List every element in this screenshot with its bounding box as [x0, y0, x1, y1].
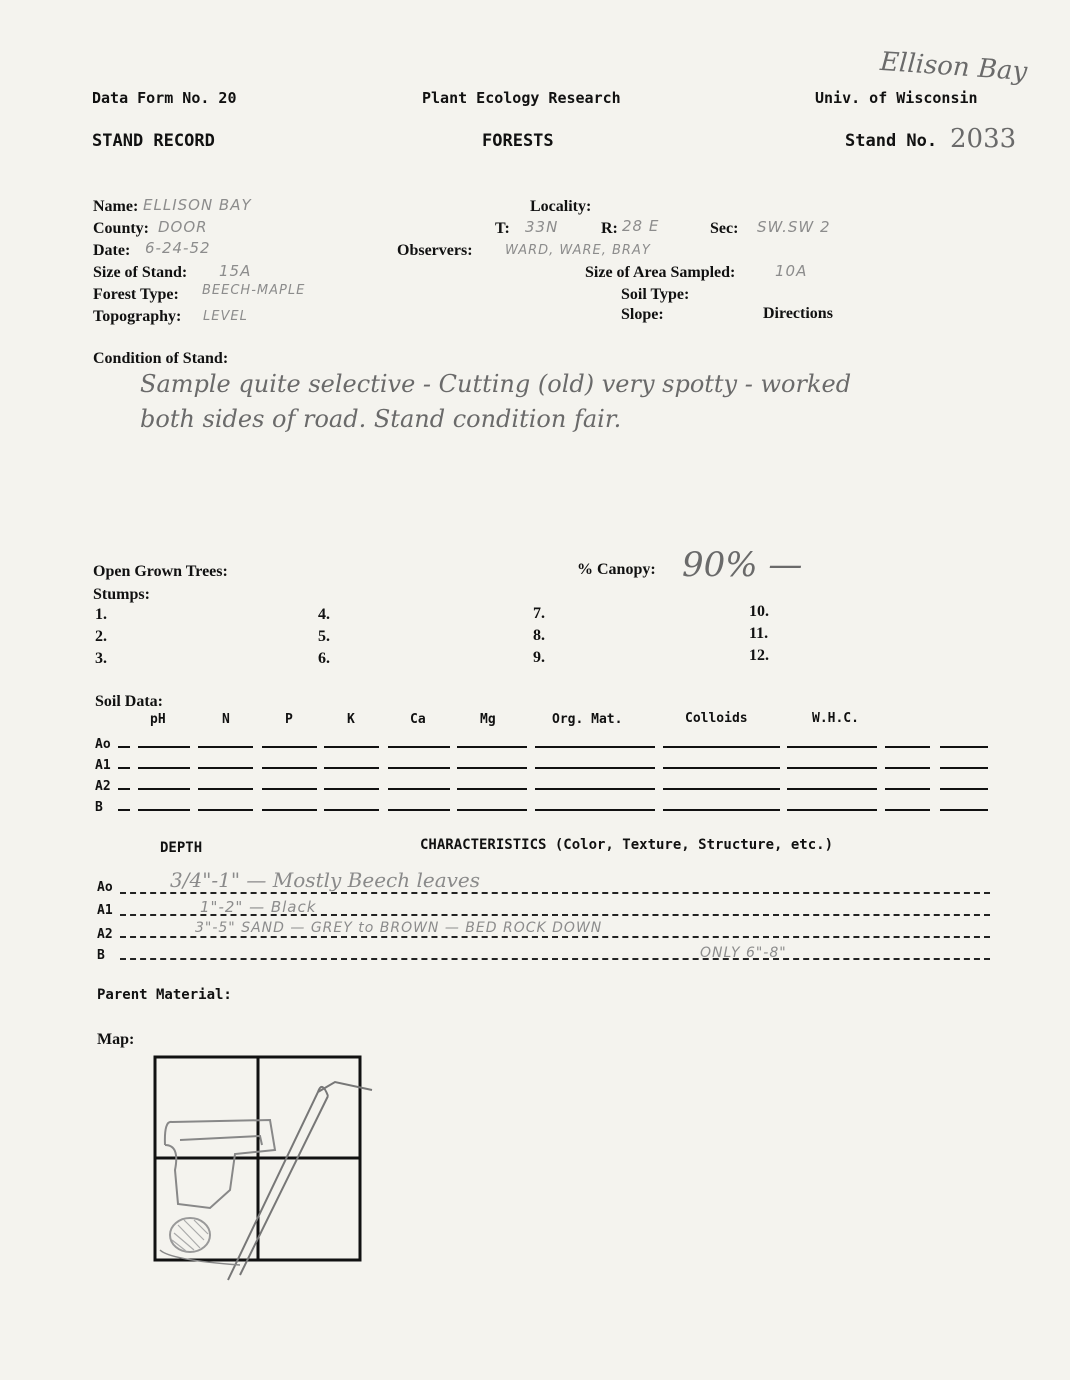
stump-number: 8.: [533, 627, 545, 644]
map-label: Map:: [97, 1031, 135, 1048]
sec-label: Sec:: [710, 220, 739, 237]
name-label: Name:: [93, 198, 139, 215]
soil-col-mg: Mg: [480, 712, 496, 727]
soil-col-ph: pH: [150, 712, 166, 727]
profile-entry-a2: 3"-5" SAND — GREY to BROWN — BED ROCK DOWN: [195, 920, 603, 936]
locality-label: Locality:: [530, 198, 592, 215]
characteristics-label: CHARACTERISTICS (Color, Texture, Structure, etc.): [420, 837, 834, 853]
t-label: T:: [495, 220, 510, 237]
open-grown-label: Open Grown Trees:: [93, 563, 228, 580]
condition-line-2: both sides of road. Stand condition fair.: [140, 405, 622, 433]
stump-number: 5.: [318, 628, 330, 645]
profile-horizon-b: B: [97, 948, 105, 963]
condition-label: Condition of Stand:: [93, 350, 229, 367]
profile-line-a2: [120, 936, 990, 938]
stump-number: 1.: [95, 606, 107, 623]
university: Univ. of Wisconsin: [815, 89, 978, 107]
stand-no-value: 2033: [950, 124, 1017, 154]
handwritten-place: Ellison Bay: [879, 46, 1029, 88]
stump-number: 3.: [95, 650, 107, 667]
soil-data-label: Soil Data:: [95, 693, 163, 710]
profile-horizon-a1: A1: [97, 903, 113, 918]
soil-col-ca: Ca: [410, 712, 426, 727]
profile-line-ao: [120, 892, 990, 894]
depth-label: DEPTH: [160, 840, 203, 856]
stand-map: [150, 1050, 400, 1290]
area-sampled-label: Size of Area Sampled:: [585, 264, 736, 281]
canopy-label: % Canopy:: [577, 561, 656, 578]
stump-number: 7.: [533, 605, 545, 622]
soil-col-n: N: [222, 712, 230, 727]
t-value: 33N: [525, 218, 559, 236]
forest-type-label: Forest Type:: [93, 286, 179, 303]
form-number: Data Form No. 20: [92, 89, 237, 107]
size-value: 15A: [219, 262, 252, 280]
stump-number: 2.: [95, 628, 107, 645]
stump-number: 12.: [749, 647, 769, 664]
stand-no-label: Stand No.: [845, 131, 938, 151]
sec-value: SW.SW 2: [757, 218, 831, 236]
county-label: County:: [93, 220, 150, 237]
date-value: 6-24-52: [145, 239, 211, 257]
stump-number: 10.: [749, 603, 769, 620]
profile-entry-a1: 1"-2" — Black: [200, 898, 317, 916]
r-label: R:: [601, 220, 618, 237]
soil-row-b: B: [95, 800, 103, 815]
slope-label: Slope:: [621, 306, 664, 323]
profile-entry-b: ONLY 6"-8": [700, 945, 787, 961]
soil-col-org-mat: Org. Mat.: [552, 712, 623, 727]
stump-number: 4.: [318, 606, 330, 623]
condition-line-1: Sample quite selective - Cutting (old) very spotty - worked: [140, 370, 852, 398]
map-boundary-sketch: [160, 1250, 240, 1265]
profile-entry-ao: 3/4"-1" — Mostly Beech leaves: [170, 868, 481, 892]
stump-number: 11.: [749, 625, 769, 642]
observers-label: Observers:: [397, 242, 473, 259]
stumps-label: Stumps:: [93, 586, 150, 603]
date-label: Date:: [93, 242, 131, 259]
forests-title: FORESTS: [482, 131, 554, 151]
r-value: 28 E: [622, 217, 660, 235]
directions-label: Directions: [763, 305, 833, 322]
soil-row-a1: A1: [95, 758, 111, 773]
area-sampled-value: 10A: [775, 262, 808, 280]
canopy-value: 90% —: [682, 545, 803, 585]
soil-col-whc: W.H.C.: [812, 711, 859, 726]
name-value: ELLISON BAY: [143, 196, 252, 214]
soil-row-ao: Ao: [95, 737, 111, 752]
profile-line-b: [120, 958, 990, 960]
forest-type-value: BEECH-MAPLE: [202, 283, 306, 298]
topography-label: Topography:: [93, 308, 182, 325]
topography-value: LEVEL: [203, 309, 248, 324]
soil-col-p: P: [285, 712, 293, 727]
profile-horizon-a2: A2: [97, 927, 113, 942]
soil-col-colloids: Colloids: [685, 711, 748, 726]
profile-horizon-ao: Ao: [97, 880, 113, 895]
size-label: Size of Stand:: [93, 264, 188, 281]
research-title: Plant Ecology Research: [422, 89, 621, 107]
observers-value: WARD, WARE, BRAY: [505, 243, 651, 258]
record-title: STAND RECORD: [92, 131, 215, 151]
map-hatching: [172, 1220, 208, 1251]
soil-row-a2: A2: [95, 779, 111, 794]
stump-number: 6.: [318, 650, 330, 667]
map-road-sketch: [228, 1082, 372, 1280]
parent-material-label: Parent Material:: [97, 987, 232, 1003]
county-value: DOOR: [158, 218, 208, 236]
soil-col-k: K: [347, 712, 355, 727]
stump-number: 9.: [533, 649, 545, 666]
soil-type-label: Soil Type:: [621, 286, 690, 303]
